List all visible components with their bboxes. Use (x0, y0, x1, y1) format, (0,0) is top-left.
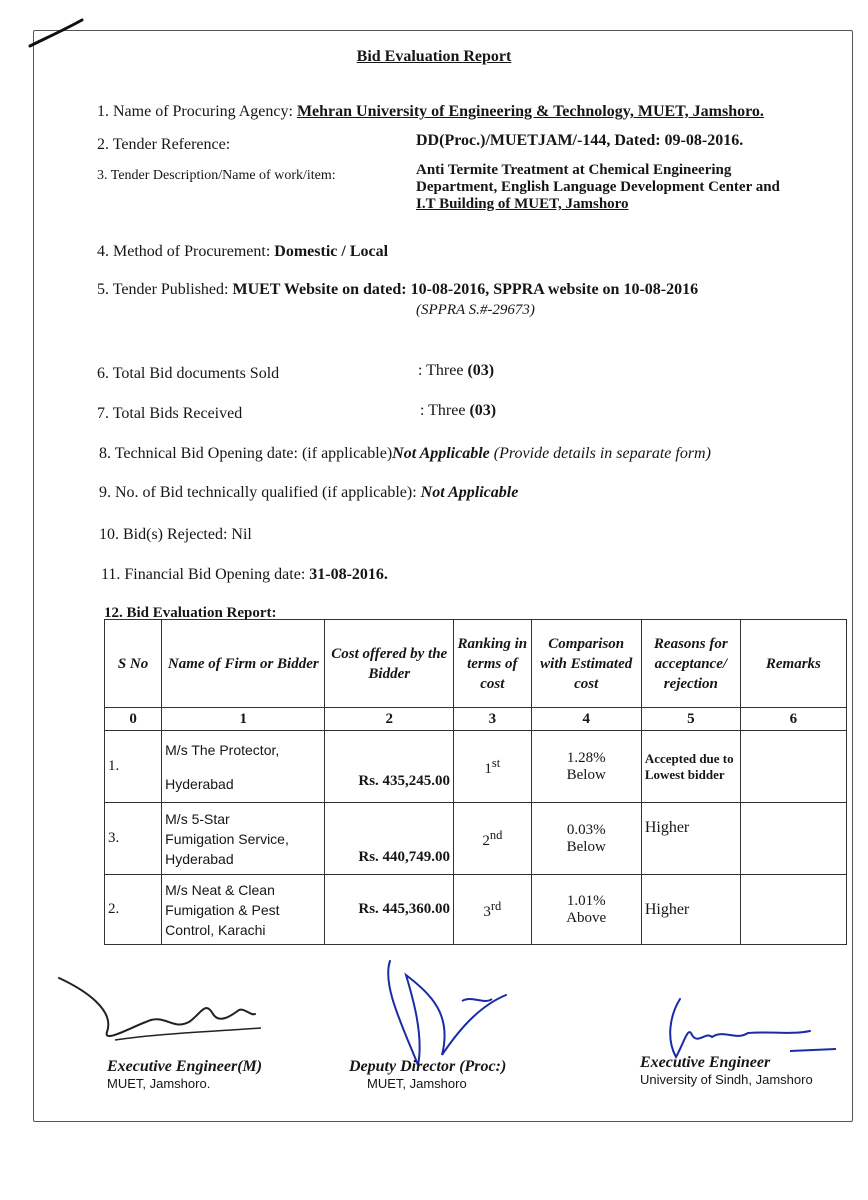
col-header-cost: Cost offered by the Bidder (325, 620, 454, 708)
method-label: 4. Method of Procurement: (97, 243, 271, 260)
rank-value: 2 (482, 832, 490, 849)
tech-opening-value: Not Applicable (392, 445, 490, 462)
table-row (105, 731, 847, 803)
row-remarks (740, 731, 846, 803)
row-rank (454, 731, 532, 803)
col-number: 0 (105, 708, 162, 731)
row-comparison (531, 875, 641, 945)
sppra-number: (SPPRA S.#-29673) (416, 302, 535, 318)
tech-qualified-value: Not Applicable (420, 484, 519, 501)
col-header-remarks: Remarks (740, 620, 846, 708)
signatory-org: MUET, Jamshoro (367, 1076, 467, 1091)
row-remarks (740, 875, 846, 945)
rejected-value: Nil (231, 526, 252, 543)
comparison-percent: 0.03% (566, 821, 606, 838)
signature-deputy-director (372, 955, 522, 1075)
rank-suffix: rd (490, 898, 502, 913)
rejected-label: 10. Bid(s) Rejected: (99, 526, 228, 543)
row-sno: 3. (105, 803, 162, 875)
method-row (97, 243, 388, 261)
comparison-direction: Above (566, 909, 607, 926)
bids-received-value-row (420, 402, 496, 420)
description-value (416, 162, 780, 213)
financial-opening-row (101, 566, 388, 584)
docs-sold-count: (03) (467, 362, 495, 379)
row-reason: Accepted due to Lowest bidder (641, 731, 740, 803)
signature-block-1 (107, 1058, 262, 1091)
table-row (105, 803, 847, 875)
column-number-row (105, 708, 847, 731)
table-header-row (105, 620, 847, 708)
docs-sold-value-row (418, 362, 494, 380)
signatory-role: Executive Engineer (640, 1054, 771, 1071)
description-line-1: Anti Termite Treatment at Chemical Engineering (416, 162, 732, 178)
comparison-direction: Below (566, 766, 606, 783)
rejected-row (99, 526, 252, 544)
report-title: Bid Evaluation Report (356, 48, 512, 65)
published-row (97, 281, 698, 299)
row-comparison (531, 803, 641, 875)
firm-line: Control, Karachi (165, 921, 266, 938)
tech-qualified-row (99, 484, 518, 502)
col-number: 3 (454, 708, 532, 731)
comparison-direction: Below (566, 838, 606, 855)
description-label: 3. Tender Description/Name of work/item: (97, 168, 336, 183)
description-line-3: I.T Building of MUET, Jamshoro (416, 196, 629, 212)
tech-opening-label: 8. Technical Bid Opening date: (if applicable) (99, 445, 393, 462)
published-label: 5. Tender Published: (97, 281, 229, 298)
col-header-sno: S No (105, 620, 162, 708)
col-number: 4 (531, 708, 641, 731)
row-firm (162, 731, 325, 803)
comparison-percent: 1.28% (566, 749, 606, 766)
published-value: MUET Website on dated: 10-08-2016, SPPRA website on 10-08-2016 (232, 281, 699, 298)
tech-opening-row (99, 445, 711, 463)
agency-row (97, 103, 764, 121)
signature-block-3 (640, 1054, 813, 1087)
col-number: 5 (641, 708, 740, 731)
tech-qualified-label: 9. No. of Bid technically qualified (if applicable): (99, 484, 417, 501)
table-heading: 12. Bid Evaluation Report: (104, 605, 277, 621)
signatory-org: MUET, Jamshoro. (107, 1076, 211, 1091)
signatory-role: Executive Engineer(M) (107, 1058, 263, 1075)
tender-ref-value: DD(Proc.)/MUETJAM/-144, Dated: 09-08-2016. (416, 132, 744, 149)
row-sno: 2. (105, 875, 162, 945)
firm-line: M/s 5-Star (165, 810, 230, 827)
table-row (105, 875, 847, 945)
row-sno: 1. (105, 731, 162, 803)
signature-block-2 (349, 1058, 506, 1091)
col-header-reasons: Reasons for acceptance/ rejection (641, 620, 740, 708)
financial-opening-label: 11. Financial Bid Opening date: (101, 566, 306, 583)
firm-line: Hyderabad (165, 850, 234, 867)
col-number: 6 (740, 708, 846, 731)
firm-line: M/s The Protector, (165, 741, 280, 758)
docs-sold-value: : Three (418, 362, 464, 379)
col-header-comparison: Comparison with Estimated cost (531, 620, 641, 708)
row-cost: Rs. 440,749.00 (325, 803, 454, 875)
row-firm (162, 875, 325, 945)
comparison-percent: 1.01% (566, 892, 606, 909)
signature-executive-engineer-m (55, 970, 265, 1050)
row-cost: Rs. 435,245.00 (325, 731, 454, 803)
row-reason: Higher (641, 803, 740, 875)
row-reason: Higher (641, 875, 740, 945)
firm-line: Hyderabad (165, 775, 234, 792)
tech-opening-note: (Provide details in separate form) (493, 445, 711, 462)
rank-suffix: nd (489, 827, 503, 842)
agency-label: 1. Name of Procuring Agency: (97, 103, 293, 120)
firm-line: M/s Neat & Clean (165, 881, 275, 898)
row-cost: Rs. 445,360.00 (325, 875, 454, 945)
signatory-org: University of Sindh, Jamshoro (640, 1072, 813, 1087)
row-remarks (740, 803, 846, 875)
col-header-firm: Name of Firm or Bidder (162, 620, 325, 708)
col-number: 1 (162, 708, 325, 731)
bids-received-label: 7. Total Bids Received (97, 405, 243, 422)
bids-received-value: : Three (420, 402, 466, 419)
firm-line: Fumigation Service, (165, 830, 289, 847)
rank-value: 1 (484, 760, 492, 777)
row-firm (162, 803, 325, 875)
financial-opening-value: 31-08-2016. (309, 566, 388, 583)
row-rank (454, 803, 532, 875)
rank-value: 3 (483, 903, 491, 920)
col-header-ranking: Ranking in terms of cost (454, 620, 532, 708)
method-value: Domestic / Local (274, 243, 389, 260)
row-rank (454, 875, 532, 945)
bid-evaluation-table (104, 619, 847, 945)
description-line-2: Department, English Language Development Center and (416, 179, 780, 195)
rank-suffix: st (491, 755, 501, 770)
firm-line: Fumigation & Pest (165, 901, 280, 918)
pen-stroke-mark (26, 16, 86, 52)
docs-sold-label: 6. Total Bid documents Sold (97, 365, 280, 382)
agency-value: Mehran University of Engineering & Technology, MUET, Jamshoro. (296, 103, 764, 120)
tender-ref-label: 2. Tender Reference: (97, 136, 231, 153)
bids-received-count: (03) (469, 402, 497, 419)
signatory-role: Deputy Director (Proc:) (349, 1058, 507, 1075)
col-number: 2 (325, 708, 454, 731)
row-comparison (531, 731, 641, 803)
